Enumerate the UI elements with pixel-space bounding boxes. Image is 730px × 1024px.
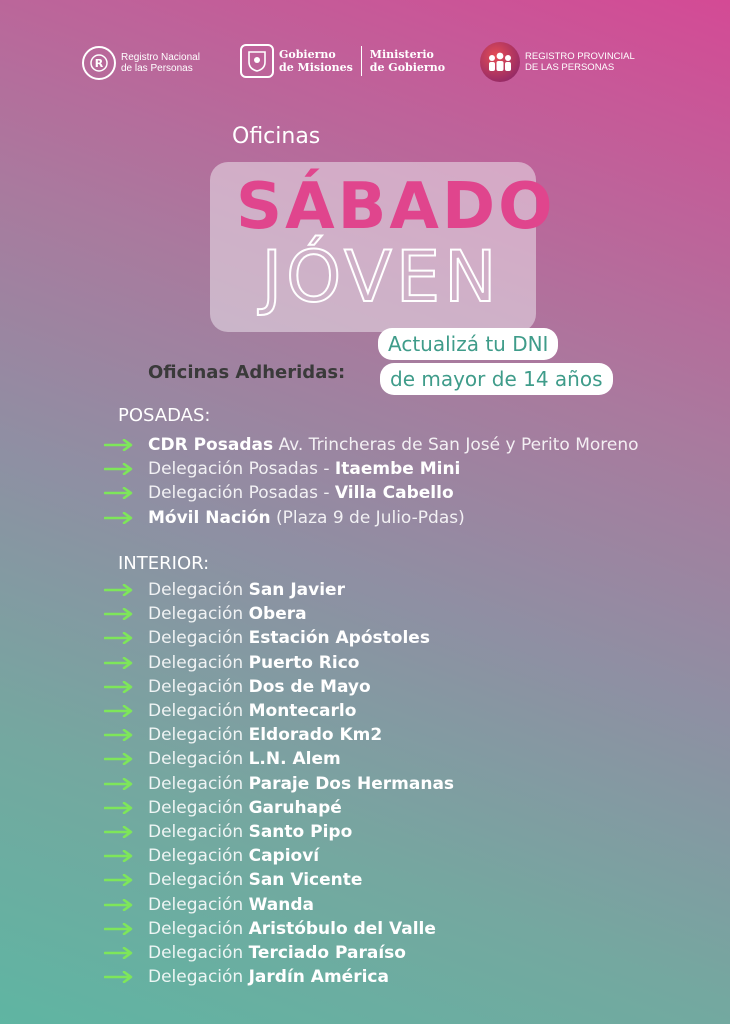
arrow-right-icon [104, 729, 134, 741]
office-prefix: Delegación [148, 652, 249, 673]
office-address: (Plaza 9 de Julio-Pdas) [270, 507, 465, 528]
office-name: Obera [248, 604, 307, 625]
list-item [104, 723, 454, 747]
list-item [104, 892, 454, 916]
arrow-right-icon [104, 487, 134, 499]
arrow-right-icon [104, 826, 134, 838]
office-name: Dos de Mayo [248, 676, 371, 697]
office-prefix: Delegación [148, 846, 249, 867]
list-item [104, 941, 454, 965]
list-item [104, 626, 454, 650]
posadas-list [104, 433, 639, 530]
arrow-right-icon [104, 608, 134, 620]
list-item [104, 747, 454, 771]
office-prefix: Delegación [148, 894, 249, 915]
registro-provincial-line2: DE LAS PERSONAS [525, 62, 615, 73]
office-prefix: Delegación [148, 701, 249, 722]
shield-icon [240, 44, 274, 78]
arrow-right-icon [104, 439, 134, 451]
office-prefix: Delegación [148, 773, 249, 794]
registro-provincial-line1: REGISTRO PROVINCIAL [525, 51, 635, 62]
office-prefix: Delegación [148, 604, 249, 625]
office-name: Capioví [248, 846, 320, 867]
list-item [104, 965, 454, 989]
office-name: Santo Pipo [248, 821, 353, 842]
office-name: Eldorado Km2 [248, 725, 383, 746]
header-logos [0, 38, 730, 98]
posadas-heading: POSADAS: [118, 405, 211, 426]
list-item [104, 602, 454, 626]
arrow-right-icon [104, 778, 134, 790]
office-prefix: Delegación [148, 725, 249, 746]
oficinas-adheridas-label: Oficinas Adheridas: [148, 362, 346, 383]
office-name: Aristóbulo del Valle [248, 918, 436, 939]
arrow-right-icon [104, 802, 134, 814]
office-name: Itaembe Mini [334, 459, 461, 480]
list-item [104, 457, 639, 481]
office-prefix: Delegación Posadas - [148, 483, 335, 504]
arrow-right-icon [104, 923, 134, 935]
title-kicker: Oficinas [232, 124, 321, 149]
office-name: Puerto Rico [248, 652, 360, 673]
office-name: Garuhapé [248, 797, 342, 818]
arrow-right-icon [104, 632, 134, 644]
office-prefix: Delegación [148, 580, 249, 601]
list-item [104, 651, 454, 675]
list-item [104, 772, 454, 796]
office-name: CDR Posadas [148, 435, 274, 456]
gobierno-line2: de Misiones [279, 61, 353, 74]
list-item [104, 578, 454, 602]
office-prefix: Delegación [148, 797, 249, 818]
office-name: Montecarlo [248, 701, 357, 722]
interior-list [104, 578, 454, 989]
office-name: Terciado Paraíso [248, 942, 406, 963]
office-prefix: Delegación [148, 942, 249, 963]
office-prefix: Delegación [148, 628, 249, 649]
badge-actualiza-dni: Actualizá tu DNI [378, 328, 558, 360]
arrow-right-icon [104, 705, 134, 717]
arrow-right-icon [104, 512, 134, 524]
list-item [104, 917, 454, 941]
office-name: Paraje Dos Hermanas [248, 773, 455, 794]
office-name: Jardín América [248, 967, 389, 988]
office-name: Wanda [248, 894, 314, 915]
list-item [104, 796, 454, 820]
badge-mayor-14: de mayor de 14 años [380, 363, 613, 395]
office-prefix: Delegación [148, 967, 249, 988]
list-item [104, 868, 454, 892]
list-item [104, 675, 454, 699]
list-item [104, 820, 454, 844]
office-address: Av. Trincheras de San José y Perito Moreno [273, 435, 639, 456]
list-item [104, 433, 639, 457]
people-group-icon [480, 42, 520, 82]
renaper-line1: Registro Nacional [121, 52, 200, 63]
office-prefix: Delegación [148, 749, 249, 770]
office-name: Móvil Nación [148, 507, 271, 528]
office-name: San Vicente [248, 870, 363, 891]
arrow-right-icon [104, 463, 134, 475]
arrow-right-icon [104, 753, 134, 765]
ministerio-line1: Ministerio [369, 48, 434, 61]
office-name: San Javier [248, 580, 345, 601]
gobierno-line1: Gobierno [279, 48, 336, 61]
office-prefix: Delegación [148, 676, 249, 697]
interior-heading: INTERIOR: [118, 553, 210, 574]
office-name: Estación Apóstoles [248, 628, 430, 649]
office-name: Villa Cabello [334, 483, 454, 504]
office-prefix: Delegación [148, 918, 249, 939]
registro-provincial-logo [480, 42, 635, 82]
list-item [104, 506, 639, 530]
logo-divider [361, 46, 362, 76]
arrow-right-icon [104, 971, 134, 983]
list-item [104, 844, 454, 868]
list-item [104, 481, 639, 505]
arrow-right-icon [104, 899, 134, 911]
arrow-right-icon [104, 947, 134, 959]
svg-text:R: R [94, 57, 104, 70]
renaper-logo [82, 46, 200, 80]
renaper-emblem-icon [82, 46, 116, 80]
arrow-right-icon [104, 850, 134, 862]
office-prefix: Delegación [148, 821, 249, 842]
arrow-right-icon [104, 681, 134, 693]
ministerio-line2: de Gobierno [369, 61, 446, 74]
arrow-right-icon [104, 657, 134, 669]
office-name: L.N. Alem [248, 749, 341, 770]
renaper-line2: de las Personas [121, 63, 193, 74]
title-joven: JÓVEN [261, 236, 501, 318]
arrow-right-icon [104, 584, 134, 596]
list-item [104, 699, 454, 723]
office-prefix: Delegación [148, 870, 249, 891]
title-sabado: SÁBADO [236, 170, 556, 244]
arrow-right-icon [104, 874, 134, 886]
office-prefix: Delegación Posadas - [148, 459, 335, 480]
gobierno-misiones-logo [240, 44, 445, 78]
